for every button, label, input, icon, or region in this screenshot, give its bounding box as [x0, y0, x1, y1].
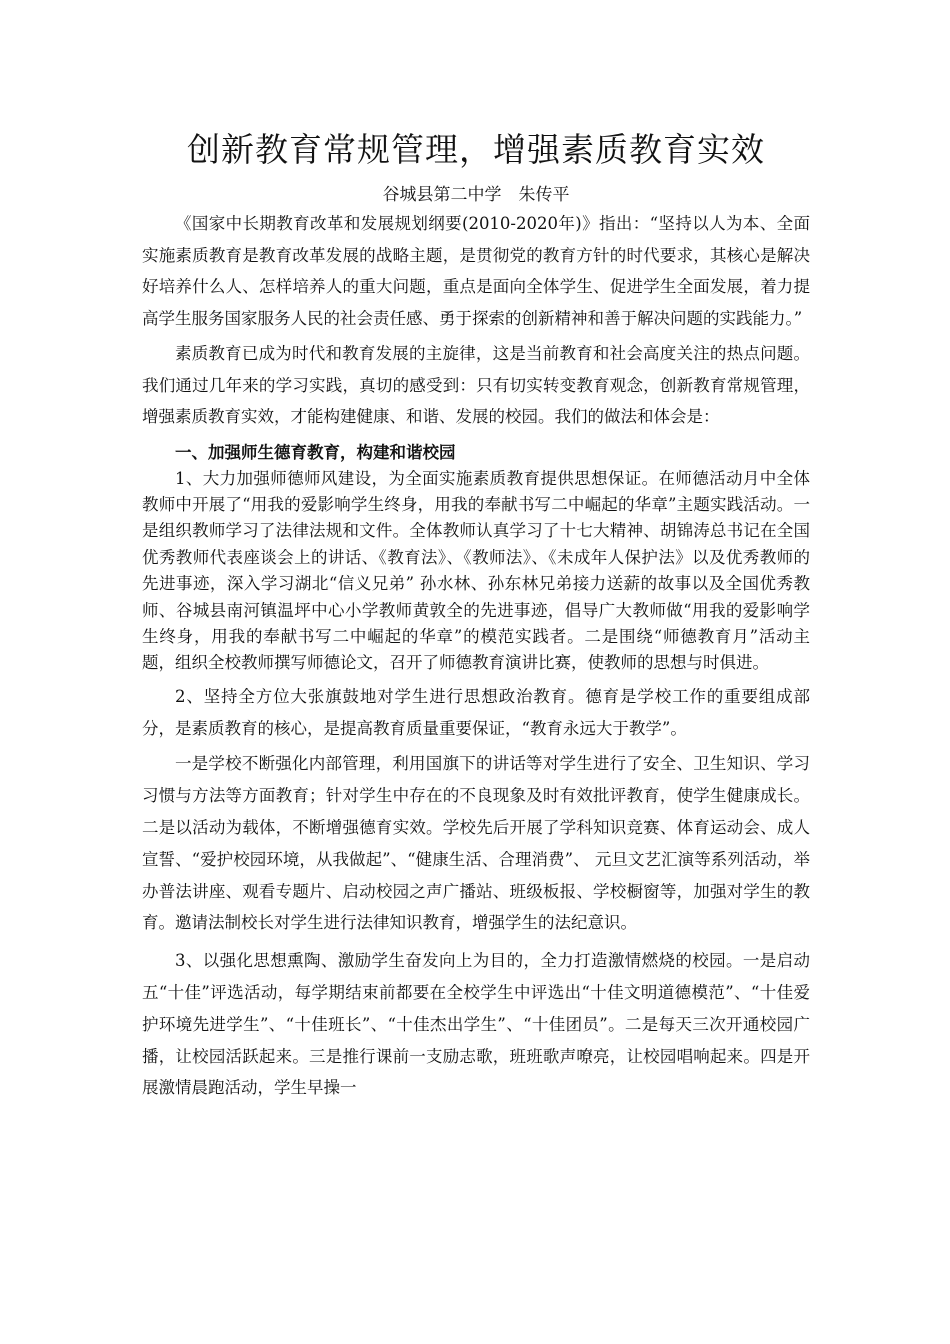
author-line: 谷城县第二中学 朱传平 [382, 185, 570, 205]
section-paragraph-3: 一是学校不断强化内部管理，利用国旗下的讲话等对学生进行了安全、卫生知识、学习习惯与方法等方面教育；针对学生中存在的不良现象及时有效批评教育，使学生健康成长。二是以活动为载体，不断增强德育实效。学校先后开展了学科知识竞赛、体育运动会、成人宣誓、“爱护校园环境，从我做起”、“健康生活、合理消费”、 元旦文艺汇演等系列活动，举办普法讲座、观看专题片、启动校园之声广播站、班级板报、学校橱窗等，加强对学生的教育。邀请法制校长对学生进行法律知识教育，增强学生的法纪意识。 [142, 754, 810, 933]
document-title: 创新教育常规管理，增强素质教育实效 [187, 130, 765, 169]
section-paragraph-2: 2、坚持全方位大张旗鼓地对学生进行思想政治教育。德育是学校工作的重要组成部分，是素质教育的核心，是提高教育质量重要保证，“教育永远大于教学”。 [142, 686, 810, 738]
intro-paragraph-2: 素质教育已成为时代和教育发展的主旋律，这是当前教育和社会高度关注的热点问题。我们通过几年来的学习实践，真切的感受到：只有切实转变教育观念，创新教育常规管理，增强素质教育实效，才能构建健康、和谐、发展的校园。我们的做法和体会是： [142, 344, 810, 426]
document-page [142, 124, 810, 1104]
section-heading: 一、加强师生德育教育，构建和谐校园 [175, 442, 456, 462]
intro-paragraph-1: 《国家中长期教育改革和发展规划纲要(2010-2020年)》指出：“坚持以人为本、全面实施素质教育是教育改革发展的战略主题，是贯彻党的教育方针的时代要求，其核心是解决好培养什么人、怎样培养人的重大问题，重点是面向全体学生、促进学生全面发展，着力提高学生服务国家服务人民的社会责任感、勇于探索的创新精神和善于解决问题的实践能力。” [142, 214, 810, 328]
section-paragraph-1: 1、大力加强师德师风建设，为全面实施素质教育提供思想保证。在师德活动月中全体教师中开展了“用我的爱影响学生终身，用我的奉献书写二中崛起的华章”主题实践活动。一是组织教师学习了法律法规和文件。全体教师认真学习了十七大精神、胡锦涛总书记在全国优秀教师代表座谈会上的讲话、《教育法》、《教师法》、《未成年人保护法》以及优秀教师的先进事迹，深入学习湖北“信义兄弟” 孙水林、孙东林兄弟接力送薪的故事以及全国优秀教师、谷城县南河镇温坪中心小学教师黄敦全的先进事迹，倡导广大教师做“用我的爱影响学生终身，用我的奉献书写二中崛起的华章”的模范实践者。二是围绕“师德教育月”活动主题，组织全校教师撰写师德论文，召开了师德教育演讲比赛，使教师的思想与时俱进。 [142, 468, 810, 673]
section-paragraph-4: 3、以强化思想熏陶、激励学生奋发向上为目的，全力打造激情燃烧的校园。一是启动五“十佳”评选活动，每学期结束前都要在全校学生中评选出“十佳文明道德模范”、“十佳爱护环境先进学生”、“十佳班长”、“十佳杰出学生”、“十佳团员”。二是每天三次开通校园广播，让校园活跃起来。三是推行课前一支励志歌，班班歌声嘹亮，让校园唱响起来。四是开展激情晨跑活动，学生早操一 [142, 951, 810, 1098]
